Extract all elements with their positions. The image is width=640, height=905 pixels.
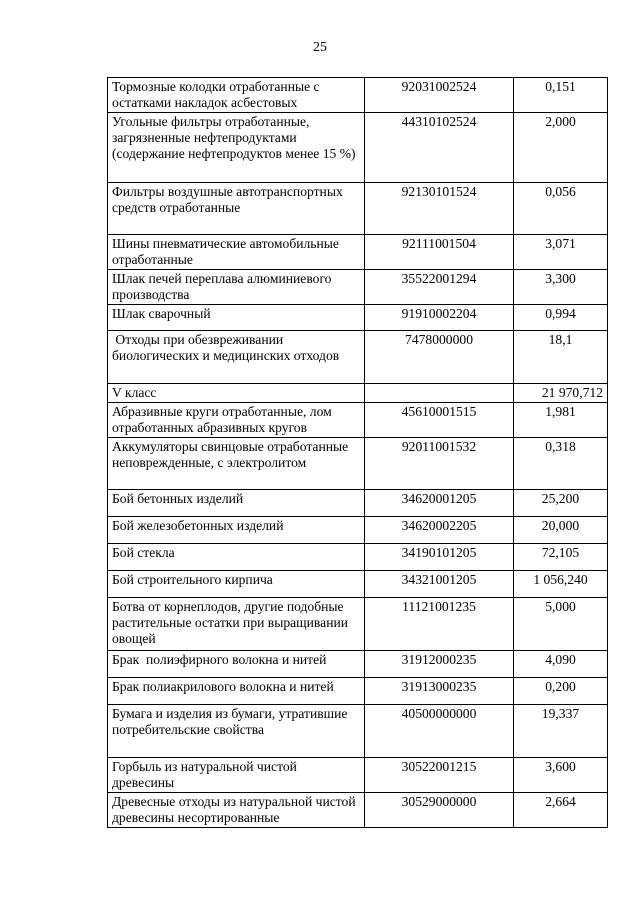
table-row [108, 235, 608, 270]
table-row [108, 183, 608, 235]
waste-qty-cell: 0,200 [514, 678, 608, 705]
waste-qty-cell: 2,000 [514, 113, 608, 183]
waste-name-cell: Тормозные колодки отработанные с остатками накладок асбестовых [108, 78, 365, 113]
waste-code-cell: 34190101205 [365, 544, 514, 571]
table-row [108, 705, 608, 758]
waste-qty-cell: 19,337 [514, 705, 608, 758]
waste-name-cell: Абразивные круги отработанные, лом отработанных абразивных кругов [108, 403, 365, 438]
page-number: 25 [313, 40, 327, 55]
waste-name-cell: Горбыль из натуральной чистой древесины [108, 758, 365, 793]
waste-code-cell: 44310102524 [365, 113, 514, 183]
table-row [108, 793, 608, 828]
waste-qty-cell: 0,318 [514, 438, 608, 490]
waste-code-cell: 34620001205 [365, 490, 514, 517]
table-row [108, 490, 608, 517]
table-row [108, 113, 608, 183]
table-row [108, 403, 608, 438]
waste-name-cell: Фильтры воздушные автотранспортных средств отработанные [108, 183, 365, 235]
waste-qty-cell: 4,090 [514, 651, 608, 678]
waste-code-cell: 11121001235 [365, 598, 514, 651]
table-row [108, 544, 608, 571]
waste-qty-cell: 72,105 [514, 544, 608, 571]
waste-qty-cell: 18,1 [514, 331, 608, 384]
waste-name-cell: Бой строительного кирпича [108, 571, 365, 598]
table-row [108, 571, 608, 598]
waste-name-cell: Шлак печей переплава алюминиевого производства [108, 270, 365, 305]
class-label-cell: V класс [108, 384, 365, 403]
waste-code-cell: 30529000000 [365, 793, 514, 828]
waste-qty-cell: 3,300 [514, 270, 608, 305]
waste-code-cell: 91910002204 [365, 305, 514, 331]
table-row [108, 678, 608, 705]
class-total-cell: 21 970,712 [514, 384, 608, 403]
waste-qty-cell: 2,664 [514, 793, 608, 828]
waste-code-cell: 34321001205 [365, 571, 514, 598]
table-row [108, 517, 608, 544]
waste-code-cell: 30522001215 [365, 758, 514, 793]
waste-name-cell: Ботва от корнеплодов, другие подобные растительные остатки при выращивании овощей [108, 598, 365, 651]
waste-name-cell: Угольные фильтры отработанные, загрязненные нефтепродуктами (содержание нефтепродуктов менее 15 %) [108, 113, 365, 183]
table-row [108, 651, 608, 678]
waste-qty-cell: 25,200 [514, 490, 608, 517]
waste-name-cell: Бумага и изделия из бумаги, утратившие потребительские свойства [108, 705, 365, 758]
waste-name-cell: Шлак сварочный [108, 305, 365, 331]
waste-code-cell [365, 384, 514, 403]
waste-code-cell: 40500000000 [365, 705, 514, 758]
waste-name-cell: Древесные отходы из натуральной чистой древесины несортированные [108, 793, 365, 828]
table-row [108, 598, 608, 651]
waste-qty-cell: 3,600 [514, 758, 608, 793]
waste-code-cell: 45610001515 [365, 403, 514, 438]
waste-qty-cell: 3,071 [514, 235, 608, 270]
waste-name-cell: Аккумуляторы свинцовые отработанные неповрежденные, с электролитом [108, 438, 365, 490]
waste-code-cell: 31913000235 [365, 678, 514, 705]
waste-qty-cell: 0,056 [514, 183, 608, 235]
waste-code-cell: 92031002524 [365, 78, 514, 113]
waste-code-cell: 92130101524 [365, 183, 514, 235]
table-row [108, 305, 608, 331]
waste-name-cell: Отходы при обезвреживании биологических и медицинских отходов [108, 331, 365, 384]
waste-qty-cell: 1,981 [514, 403, 608, 438]
waste-name-cell: Бой бетонных изделий [108, 490, 365, 517]
waste-name-cell: Бой стекла [108, 544, 365, 571]
class-heading-row [108, 384, 608, 403]
waste-qty-cell: 20,000 [514, 517, 608, 544]
waste-code-cell: 35522001294 [365, 270, 514, 305]
table-row [108, 270, 608, 305]
waste-name-cell: Шины пневматические автомобильные отработанные [108, 235, 365, 270]
waste-code-cell: 34620002205 [365, 517, 514, 544]
table-row [108, 331, 608, 384]
table-row [108, 78, 608, 113]
waste-name-cell: Брак полиэфирного волокна и нитей [108, 651, 365, 678]
waste-name-cell: Бой железобетонных изделий [108, 517, 365, 544]
waste-qty-cell: 0,994 [514, 305, 608, 331]
waste-qty-cell: 5,000 [514, 598, 608, 651]
table-row [108, 758, 608, 793]
waste-table [107, 77, 608, 828]
table-row [108, 438, 608, 490]
waste-name-cell: Брак полиакрилового волокна и нитей [108, 678, 365, 705]
waste-code-cell: 92011001532 [365, 438, 514, 490]
waste-code-cell: 31912000235 [365, 651, 514, 678]
waste-code-cell: 92111001504 [365, 235, 514, 270]
waste-qty-cell: 0,151 [514, 78, 608, 113]
waste-qty-cell: 1 056,240 [514, 571, 608, 598]
waste-code-cell: 7478000000 [365, 331, 514, 384]
